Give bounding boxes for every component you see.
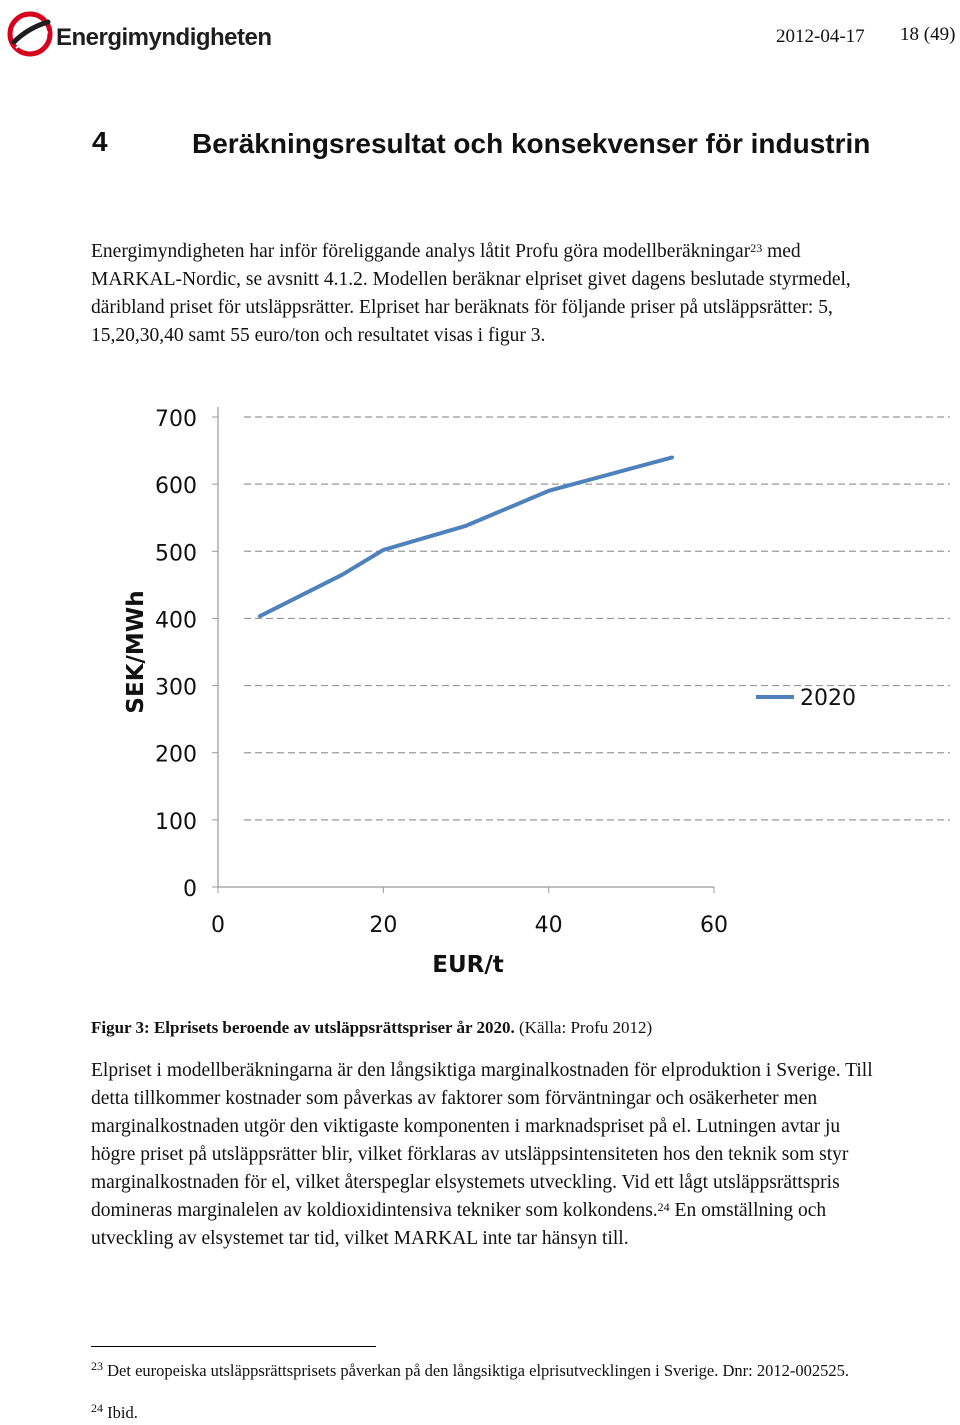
x-tick-label: 20 [369,913,398,938]
data-point [258,615,261,618]
series-line [259,457,672,616]
header-date: 2012-04-17 [776,26,865,47]
data-point [341,573,344,576]
intro-text-2: med MARKAL-Nordic, se avsnitt 4.1.2. Modellen beräknar elpriset givet dagens beslutade styrmedel, däribland priset för utsläppsrätter. Elpriset har beräknats för följande priser på utsläppsrätter: 5, 15,20,30,40 samt 55 euro/ton och resultatet visas i figur 3. [91,241,851,346]
x-tick-label: 60 [700,913,728,938]
footnote-ref-23[interactable]: 23 [750,241,763,255]
x-tick-label: 0 [211,913,225,938]
footnote-divider [91,1346,376,1347]
line-chart [0,390,960,1000]
footnote-number: 24 [91,1401,103,1415]
footnote-24 [91,1402,911,1423]
footnote-ref-24[interactable]: 24 [657,1200,670,1214]
y-tick-label: 300 [155,675,197,701]
y-tick-label: 400 [155,608,197,634]
legend-label: 2020 [800,686,856,711]
intro-text-1: Energimyndigheten har inför föreliggande analys låtit Profu göra modellberäkningar [91,241,751,262]
section-title: Beräkningsresultat och konsekvenser för industrin [192,128,871,159]
footnote-number: 23 [91,1359,103,1373]
y-tick-label: 100 [155,809,197,835]
y-axis-label: SEK/MWh [123,590,149,714]
y-tick-label: 700 [155,407,197,432]
footnote-23 [91,1360,911,1381]
x-axis-label: EUR/t [432,952,504,978]
caption-bold: Figur 3: Elprisets beroende av utsläppsrättspriser år 2020. [91,1018,515,1037]
logo-text: Energimyndigheten [56,24,272,51]
section-number: 4 [92,126,108,157]
data-point [671,456,674,459]
data-point [465,524,468,527]
data-point [547,489,550,492]
data-point [382,548,385,551]
intro-paragraph [91,238,881,350]
header-page-number: 18 (49) [900,24,956,45]
y-tick-label: 500 [155,541,197,567]
body-paragraph [91,1057,881,1253]
caption-source: (Källa: Profu 2012) [514,1018,653,1037]
x-tick-label: 40 [534,913,563,938]
figure-caption [91,1018,652,1038]
body-text-2: En omställning och utveckling av elsystemet tar tid, vilket MARKAL inte tar hänsyn till. [91,1200,827,1249]
y-tick-label: 200 [155,742,197,768]
footnote-text: Det europeiska utsläppsrättsprisets påverkan på den långsiktiga elprisutvecklingen i Sverige. Dnr: 2012-002525. [103,1361,849,1380]
y-tick-label: 600 [155,474,197,500]
body-text-1: Elpriset i modellberäkningarna är den långsiktiga marginalkostnaden för elproduktion i Sverige. Till detta tillkommer kostnader som påverkas av faktorer som förväntningar och osäkerheter men marginalkostnaden utgör den viktigaste komponenten i marknadspriset på el. Lutningen avtar ju högre priset på utsläppsrätter blir, vilket förklaras av utsläppsintensiteten hos den teknik som styr marginalkostnaden för el, vilket återspeglar elsystemets utveckling. Vid ett lågt utsläppsrättspris domineras marginalelen av koldioxidintensiva tekniker som kolkondens. [91,1060,873,1221]
y-tick-label: 0 [183,877,197,902]
footnote-text: Ibid. [103,1403,138,1422]
